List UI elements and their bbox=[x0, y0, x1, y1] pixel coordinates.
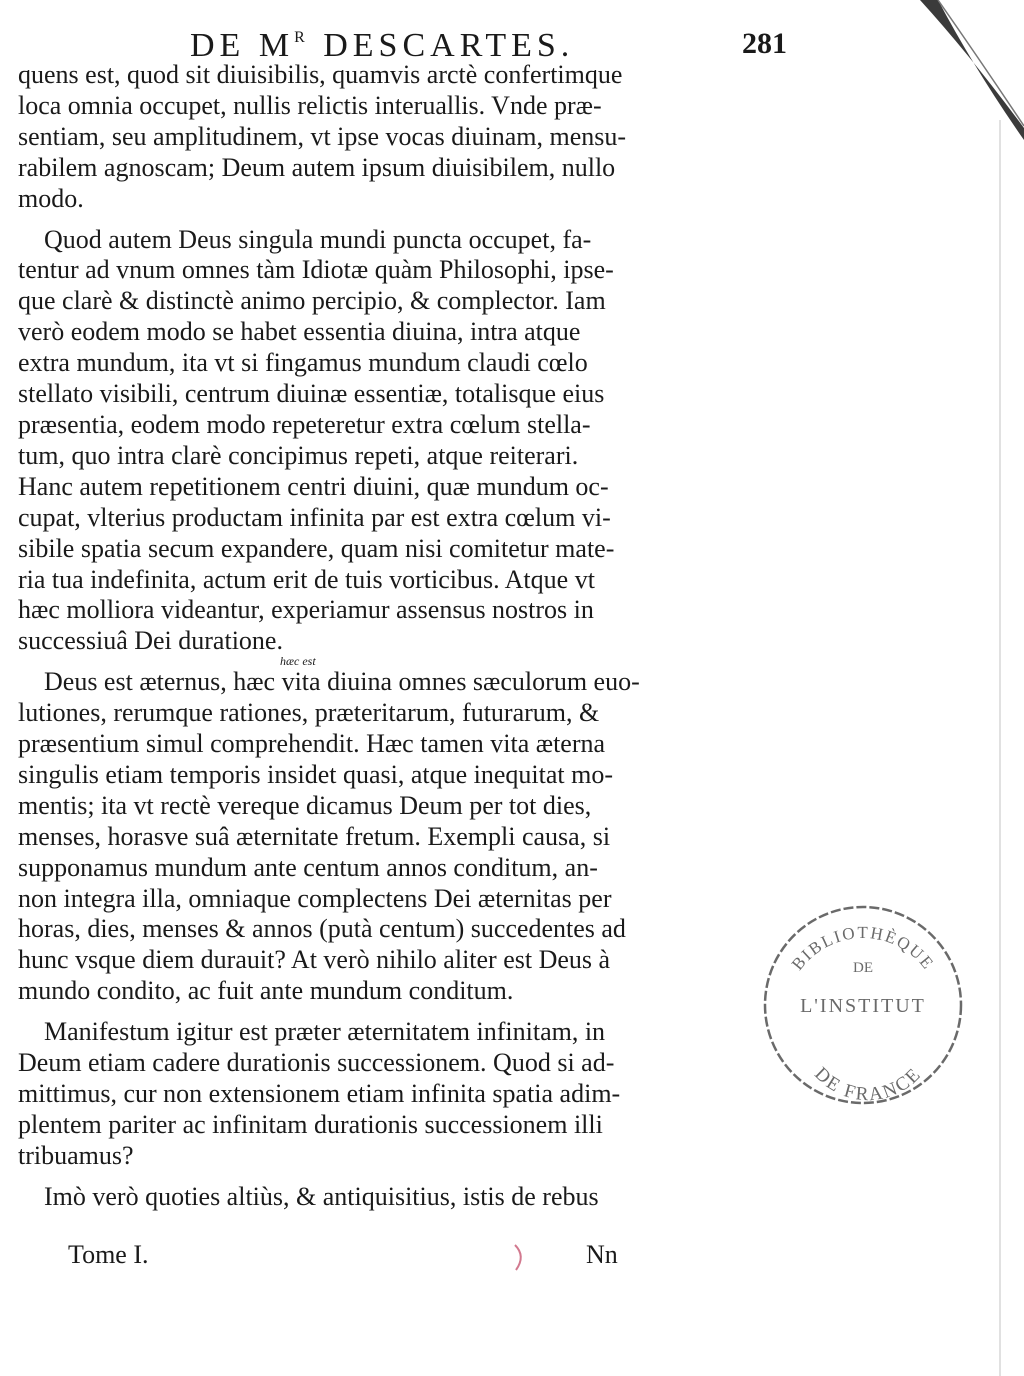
text-line: mentis; ita vt rectè vereque dicamus Deum per tot dies, bbox=[18, 790, 592, 820]
text-line: sibile spatia secum expandere, quam nisi comitetur mate- bbox=[18, 533, 615, 563]
paragraph-continuation bbox=[18, 60, 793, 215]
text-line: plentem pariter ac infinitam durationis successionem illi bbox=[18, 1109, 603, 1139]
text-line: modo. bbox=[18, 183, 84, 213]
paragraph-eternity bbox=[18, 654, 793, 1007]
text-line: menses, horasve suâ æternitate fretum. Exempli causa, si bbox=[18, 821, 611, 851]
text-line: præsentium simul comprehendit. Hæc tamen vita æterna bbox=[18, 729, 606, 759]
text-line: stellato visibili, centrum diuinæ essentiæ, totalisque eius bbox=[18, 379, 605, 409]
text-line: verò eodem modo se habet essentia diuina, intra atque bbox=[18, 317, 581, 347]
text-line: sentiam, seu amplitudinem, vt ipse vocas diuinam, mensu- bbox=[18, 121, 627, 151]
interlinear-annotation: hæc est bbox=[280, 654, 316, 669]
text-line: que clarè & distinctè animo percipio, & complector. Iam bbox=[18, 286, 606, 316]
text-line: præsentia, eodem modo repeteretur extra cœlum stella- bbox=[18, 409, 591, 439]
paragraph-final bbox=[18, 1182, 793, 1213]
volume-label: Tome I. bbox=[68, 1240, 149, 1269]
stamp-top-text: BIBLIOTHÈQUE bbox=[787, 922, 939, 974]
running-head-superscript: R bbox=[294, 29, 310, 46]
text-line: Imò verò quoties altiùs, & antiquisitius, istis de rebus bbox=[44, 1181, 599, 1211]
text-line: singulis etiam temporis insidet quasi, atque inequitat mo- bbox=[18, 759, 614, 789]
text-line: successiuâ Dei duratione. bbox=[18, 626, 283, 656]
body-text bbox=[18, 60, 793, 1213]
text-line: non integra illa, omniaque complectens Dei æternitas per bbox=[18, 883, 612, 913]
text-line: supponamus mundum ante centum annos conditum, an- bbox=[18, 852, 598, 882]
library-stamp bbox=[758, 900, 968, 1110]
running-head-text: DE M bbox=[190, 27, 295, 64]
running-head bbox=[190, 18, 574, 66]
text-line: ria tua indefinita, actum erit de tuis vorticibus. Atque vt bbox=[18, 564, 595, 594]
text-line: mundo condito, ac fuit ante mundum conditum. bbox=[18, 976, 514, 1006]
paragraph-omnipresence bbox=[18, 225, 793, 658]
text-line: Quod autem Deus singula mundi puncta occupet, fa- bbox=[44, 224, 592, 254]
text-line: horas, dies, menses & annos (putà centum) succedentes ad bbox=[18, 914, 626, 944]
red-pencil-mark bbox=[515, 1245, 521, 1270]
stamp-bottom-text: DE FRANCE bbox=[810, 1063, 926, 1106]
paragraph-duration bbox=[18, 1017, 793, 1172]
text-line: hunc vsque diem durauit? At verò nihilo aliter est Deus à bbox=[18, 945, 611, 975]
text-line: cupat, vlterius productam infinita par est extra cœlum vi- bbox=[18, 502, 611, 532]
text-line: tentur ad vnum omnes tàm Idiotæ quàm Philosophi, ipse- bbox=[18, 255, 614, 285]
stamp-center-text: L'INSTITUT bbox=[800, 995, 926, 1017]
text-line: quens est, quod sit diuisibilis, quamvis arctè confertimque bbox=[18, 60, 623, 89]
text-line: loca omnia occupet, nullis relictis interuallis. Vnde præ- bbox=[18, 90, 602, 120]
text-line: Deus est æternus, hæc vita diuina omnes sæculorum euo- bbox=[44, 667, 640, 697]
stamp-middle-text: DE bbox=[853, 960, 873, 976]
running-head-title: DESCARTES. bbox=[309, 27, 575, 64]
text-line: rabilem agnoscam; Deum autem ipsum diuisibilem, nullo bbox=[18, 152, 616, 182]
text-line: mittimus, cur non extensionem etiam infinita spatia adim- bbox=[18, 1079, 621, 1108]
signature-mark: Nn bbox=[586, 1240, 618, 1269]
page-corner-fold bbox=[880, 0, 1024, 140]
text-line: tum, quo intra clarè concipimus repeti, atque reiterari. bbox=[18, 440, 579, 470]
text-line: Hanc autem repetitionem centri diuini, quæ mundum oc- bbox=[18, 471, 609, 501]
text-line: Manifestum igitur est præter æternitatem infinitam, in bbox=[44, 1017, 606, 1047]
text-line: tribuamus? bbox=[18, 1140, 134, 1170]
text-line: hæc molliora videantur, experiamur assensus nostros in bbox=[18, 595, 594, 625]
text-line: Deum etiam cadere durationis successionem. Quod si ad- bbox=[18, 1048, 615, 1078]
page-number: 281 bbox=[742, 27, 787, 60]
text-line: extra mundum, ita vt si fingamus mundum claudi cœlo bbox=[18, 348, 588, 378]
text-line: lutiones, rerumque rationes, præteritarum, futurarum, & bbox=[18, 698, 600, 728]
